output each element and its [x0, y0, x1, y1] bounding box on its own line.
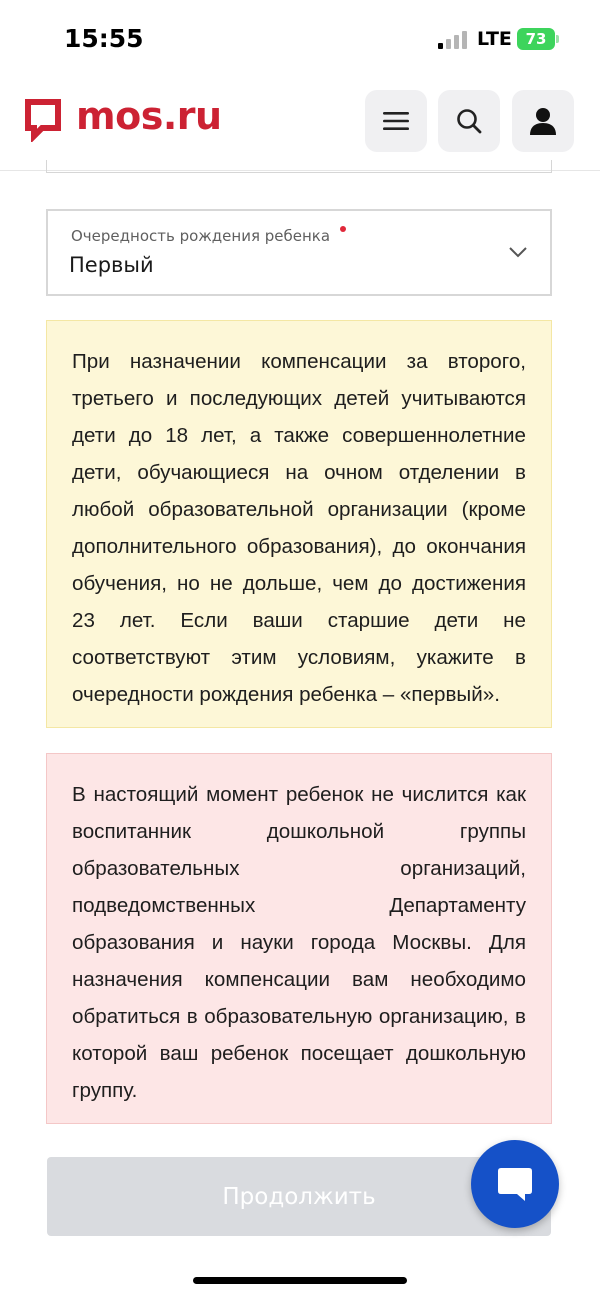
chat-button[interactable]: [471, 1140, 559, 1228]
info-notice: [46, 320, 552, 728]
warning-notice: [46, 753, 552, 1124]
profile-button[interactable]: [512, 90, 574, 152]
home-indicator: [193, 1277, 407, 1284]
birth-order-value: Первый: [69, 253, 154, 277]
required-indicator: [340, 226, 346, 232]
info-notice-text: При назначении компенсации за второго, третьего и последующих детей учитываются дети до 18 лет, а также совершеннолетние дети, обучающиеся на очном отделении в любой образовательной организации (кроме дополнительного образования), до окончания обучения, но не дольше, чем до достижения 23 лет. Если ваши старшие дети не соответствуют этим условиям, укажите в очередности рождения ребенка – «первый».: [72, 350, 526, 706]
previous-field-edge: [46, 160, 552, 173]
mos-logo-icon[interactable]: [24, 98, 62, 142]
birth-order-label: Очередность рождения ребенка: [71, 227, 331, 245]
search-button[interactable]: [438, 90, 500, 152]
logo-text[interactable]: mos.ru: [76, 94, 222, 138]
user-icon: [529, 107, 557, 135]
birth-order-select[interactable]: [46, 209, 552, 296]
status-time: 15:55: [64, 24, 144, 53]
network-type: LTE: [477, 28, 512, 50]
site-header: [0, 76, 600, 171]
menu-button[interactable]: [365, 90, 427, 152]
battery-tip: [556, 35, 559, 43]
battery-level: 73: [525, 30, 547, 48]
status-bar: [0, 0, 600, 76]
continue-button-label: Продолжить: [222, 1183, 376, 1210]
chat-bubble-icon: [495, 1164, 535, 1204]
chevron-down-icon: [508, 245, 528, 259]
battery-icon: [517, 28, 555, 50]
signal-strength-icon: [438, 31, 468, 49]
menu-icon: [383, 111, 409, 131]
warning-notice-text: В настоящий момент ребенок не числится как воспитанник дошкольной группы образовательных организаций, подведомственных Департаменту образования и науки города Москвы. Для назначения компенсации вам необходимо обратиться в образовательную организацию, в которой ваш ребенок посещает дошкольную группу.: [72, 783, 526, 1102]
search-icon: [456, 108, 482, 134]
